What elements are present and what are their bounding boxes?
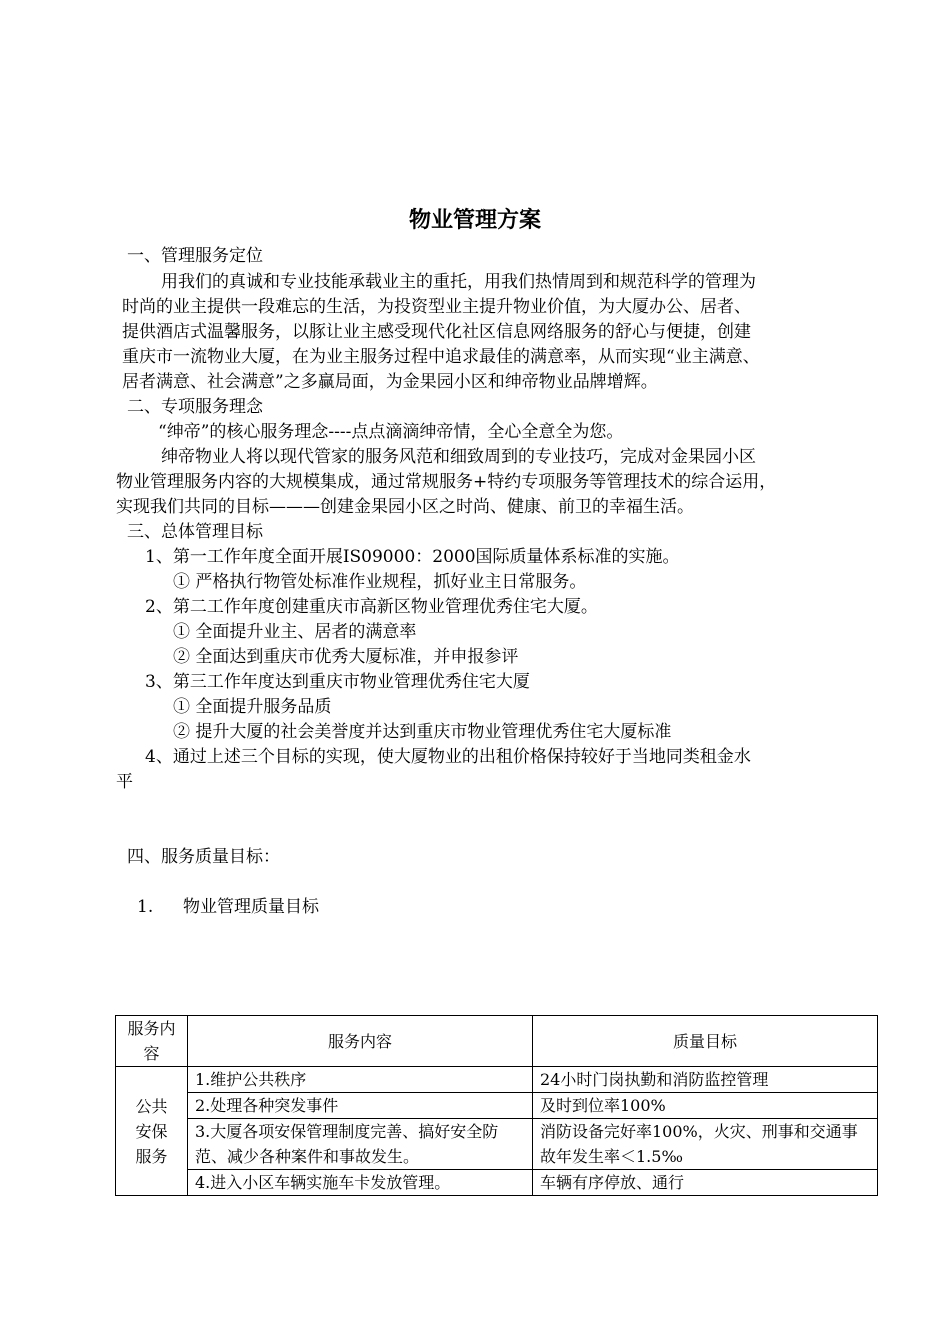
content-cell: 3.大厦各项安保管理制度完善、搞好安全防范、减少各种案件和事故发生。 <box>188 1119 533 1170</box>
paragraph-line: 时尚的业主提供一段难忘的生活，为投资型业主提升物业价值，为大厦办公、居者、 <box>122 297 751 317</box>
target-cell: 消防设备完好率100%，火灾、刑事和交通事故年发生率＜1.5‰ <box>533 1119 878 1170</box>
target-cell: 24小时门岗执勤和消防监控管理 <box>533 1067 878 1093</box>
table-row <box>116 1119 878 1170</box>
subsection-title: 物业管理质量目标 <box>183 897 319 917</box>
target-cell: 及时到位率100% <box>533 1093 878 1119</box>
goal-subitem: ② 提升大厦的社会美誉度并达到重庆市物业管理优秀住宅大厦标准 <box>173 722 672 742</box>
paragraph-line: 物业管理服务内容的大规模集成，通过常规服务+特约专项服务等管理技术的综合运用， <box>116 472 777 492</box>
table-header-row <box>116 1016 878 1067</box>
goal-item-continued: 平 <box>116 772 133 792</box>
content-cell: 1.维护公共秩序 <box>188 1067 533 1093</box>
table-row <box>116 1170 878 1196</box>
goal-subitem: ① 严格执行物管处标准作业规程，抓好业主日常服务。 <box>173 572 587 592</box>
paragraph-line: 用我们的真诚和专业技能承载业主的重托，用我们热情周到和规范科学的管理为 <box>161 272 756 292</box>
header-cell-content: 服务内容 <box>188 1016 533 1067</box>
header-cell-category: 服务内容 <box>116 1016 188 1067</box>
content-cell: 2.处理各种突发事件 <box>188 1093 533 1119</box>
goal-subitem: ① 全面提升服务品质 <box>173 697 332 717</box>
paragraph-line: “绅帝”的核心服务理念----点点滴滴绅帝情，全心全意全为您。 <box>158 422 624 442</box>
goal-item: 3、第三工作年度达到重庆市物业管理优秀住宅大厦 <box>145 672 530 692</box>
content-cell: 4.进入小区车辆实施车卡发放管理。 <box>188 1170 533 1196</box>
goal-subitem: ② 全面达到重庆市优秀大厦标准，并申报参评 <box>173 647 519 667</box>
subsection-number: 1. <box>137 897 154 917</box>
paragraph-line: 提供酒店式温馨服务，以豚让业主感受现代化社区信息网络服务的舒心与便捷，创建 <box>122 322 751 342</box>
goal-subitem: ① 全面提升业主、居者的满意率 <box>173 622 417 642</box>
paragraph-line: 居者满意、社会满意”之多赢局面，为金果园小区和绅帝物业品牌增辉。 <box>122 372 658 392</box>
goal-item: 4、通过上述三个目标的实现，使大厦物业的出租价格保持较好于当地同类租金水 <box>145 747 751 767</box>
paragraph-line: 实现我们共同的目标———创建金果园小区之时尚、健康、前卫的幸福生活。 <box>116 497 694 517</box>
section-4-heading: 四、服务质量目标： <box>127 847 280 867</box>
section-3-heading: 三、总体管理目标 <box>127 522 263 542</box>
target-cell: 车辆有序停放、通行 <box>533 1170 878 1196</box>
section-1-heading: 一、管理服务定位 <box>127 246 263 266</box>
section-2-heading: 二、专项服务理念 <box>127 397 263 417</box>
table-row <box>116 1067 878 1093</box>
paragraph-line: 重庆市一流物业大厦，在为业主服务过程中追求最佳的满意率，从而实现“业主满意、 <box>122 347 760 367</box>
goal-item: 1、第一工作年度全面开展IS09000：2000国际质量体系标准的实施。 <box>145 547 680 567</box>
table-row <box>116 1093 878 1119</box>
page-title: 物业管理方案 <box>408 208 541 233</box>
header-cell-target: 质量目标 <box>533 1016 878 1067</box>
category-cell: 公共安保服务 <box>116 1067 188 1196</box>
paragraph-line: 绅帝物业人将以现代管家的服务风范和细致周到的专业技巧，完成对金果园小区 <box>161 447 756 467</box>
goal-item: 2、第二工作年度创建重庆市高新区物业管理优秀住宅大厦。 <box>145 597 598 617</box>
quality-target-table <box>115 1015 878 1196</box>
